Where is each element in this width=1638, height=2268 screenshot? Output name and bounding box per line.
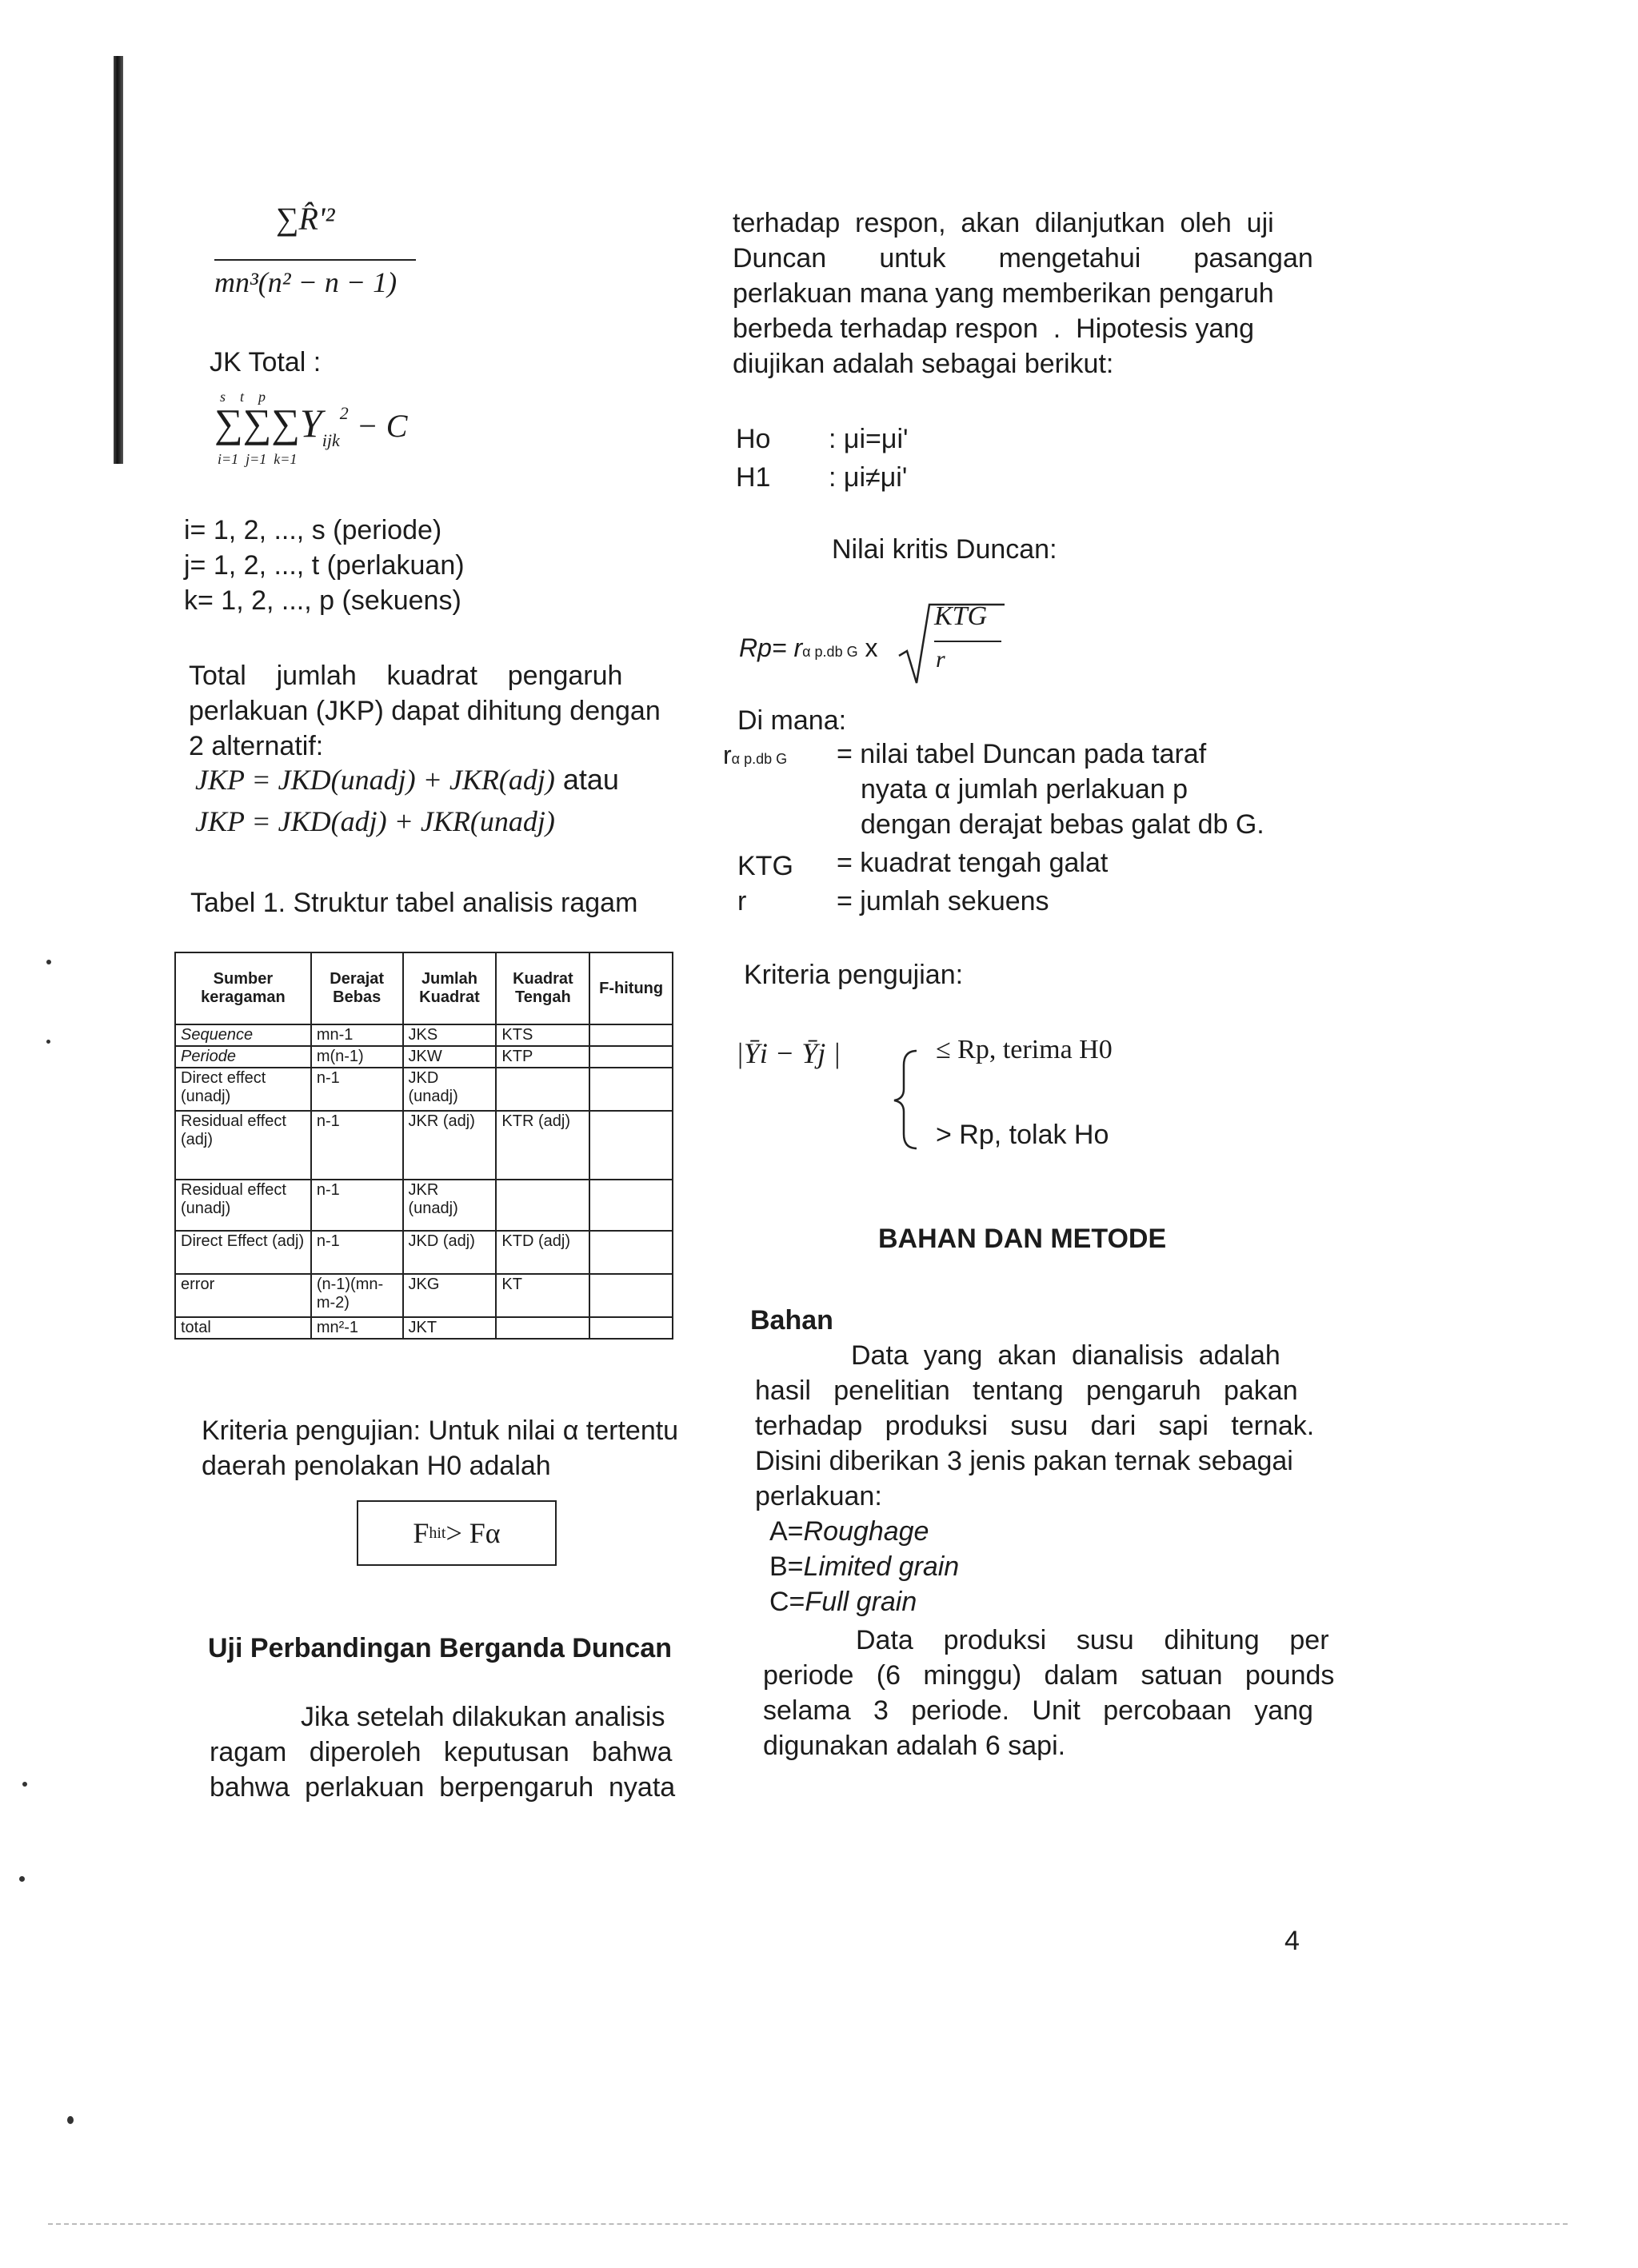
table-cell [589, 1317, 673, 1339]
criteria-accept: ≤ Rp, terima H0 [936, 1035, 1113, 1064]
bahan-line: hasil penelitian tentang pengaruh pakan [755, 1376, 1298, 1406]
table-cell: mn-1 [311, 1024, 403, 1046]
table-row [175, 1274, 673, 1317]
treatment-item [769, 1583, 917, 1620]
duncan-paragraph-line: bahwa perlakuan berpengaruh nyata [210, 1772, 676, 1803]
def-term-r-alpha [723, 741, 787, 770]
scan-speck [22, 1782, 27, 1787]
table-cell [589, 1274, 673, 1317]
treatment-code: B= [769, 1551, 804, 1582]
rp-sub: α p.db G [802, 644, 858, 660]
sum-tail: − C [348, 408, 408, 444]
def-term-sub: α p.db G [731, 751, 788, 767]
treatment-name: Roughage [803, 1516, 929, 1547]
table-cell [589, 1024, 673, 1046]
table-row [175, 1180, 673, 1231]
def-term: r [723, 741, 732, 769]
curly-brace [891, 1048, 923, 1152]
table-cell [589, 1046, 673, 1068]
treatment-name: Full grain [805, 1587, 917, 1617]
table-cell [589, 1068, 673, 1111]
rp-lhs: Rp= r [739, 633, 803, 662]
triple-sum: ∑∑∑Y [214, 401, 322, 445]
def-desc: = kuadrat tengah galat [837, 848, 1109, 878]
table-cell: Periode [175, 1046, 311, 1068]
table-header-row [175, 952, 673, 1024]
table-cell: JKT [403, 1317, 497, 1339]
def-desc: dengan derajat bebas galat db G. [861, 809, 1264, 840]
table-cell: JKR (adj) [403, 1111, 497, 1180]
sum-superscript: 2 [339, 403, 349, 423]
bahan-line: perlakuan: [755, 1481, 882, 1511]
intro-line: perlakuan mana yang memberikan pengaruh [733, 278, 1274, 309]
table-cell: Residual effect (unadj) [175, 1180, 311, 1231]
dimana-label: Di mana: [737, 705, 847, 736]
table-cell: mn²-1 [311, 1317, 403, 1339]
intro-line: diujikan adalah sebagai berikut: [733, 349, 1114, 379]
jkp-eq1-expr: JKP = JKD(unadj) + JKR(adj) [195, 764, 555, 796]
scan-speck [19, 1876, 25, 1882]
ho-value: : μi=μi' [829, 424, 909, 454]
data-line: digunakan adalah 6 sapi. [763, 1731, 1066, 1761]
table-cell: KT [496, 1274, 589, 1317]
index-j: j= 1, 2, ..., t (perlakuan) [184, 550, 465, 581]
table-cell: JKS [403, 1024, 497, 1046]
table-row [175, 1046, 673, 1068]
table-row [175, 1111, 673, 1180]
treatment-code: A= [769, 1516, 804, 1547]
sum-lower-limits: i=1 j=1 k=1 [218, 451, 298, 467]
jk-total-label: JK Total : [210, 347, 322, 377]
table-cell: JKR (unadj) [403, 1180, 497, 1231]
table-cell: m(n-1) [311, 1046, 403, 1068]
criteria-reject: > Rp, tolak Ho [936, 1120, 1109, 1150]
table-header-cell: Derajat Bebas [311, 952, 403, 1024]
duncan-paragraph-line: Jika setelah dilakukan analisis [301, 1702, 665, 1732]
def-term-r: r [737, 886, 747, 916]
abs-difference: |Ȳi − Ȳj | [736, 1037, 841, 1069]
h1-label: H1 [736, 462, 771, 493]
table-cell: error [175, 1274, 311, 1317]
formula1-numerator: ∑R̂'² [276, 201, 335, 237]
table-row [175, 1317, 673, 1339]
criteria-op: > F [445, 1517, 485, 1549]
sum-upper-limits: s t p [220, 389, 266, 405]
kriteria-label-right: Kriteria pengujian: [744, 960, 964, 990]
data-line: Data produksi susu dihitung per [856, 1625, 1329, 1655]
scan-speck [46, 960, 51, 964]
page-number: 4 [1284, 1926, 1300, 1956]
intro-line: terhadap respon, akan dilanjutkan oleh uji [733, 208, 1274, 238]
index-k: k= 1, 2, ..., p (sekuens) [184, 585, 461, 616]
table-cell: KTP [496, 1046, 589, 1068]
table-cell: JKG [403, 1274, 497, 1317]
table-cell: n-1 [311, 1068, 403, 1111]
anova-structure-table [174, 952, 673, 1340]
jkp-paragraph-line: Total jumlah kuadrat pengaruh [189, 661, 623, 691]
criteria-lhs: F [413, 1517, 429, 1549]
nilai-kritis-label: Nilai kritis Duncan: [832, 534, 1057, 565]
table-row [175, 1068, 673, 1111]
treatment-name: Limited grain [803, 1551, 960, 1582]
table-cell: KTS [496, 1024, 589, 1046]
jkp-paragraph-line: 2 alternatif: [189, 731, 324, 761]
table-cell: KTD (adj) [496, 1231, 589, 1274]
jkp-eq1-tail: atau [554, 763, 619, 796]
table-cell: total [175, 1317, 311, 1339]
table-header-cell: Jumlah Kuadrat [403, 952, 497, 1024]
table-cell [496, 1180, 589, 1231]
table-cell [589, 1180, 673, 1231]
index-i: i= 1, 2, ..., s (periode) [184, 515, 442, 545]
table-caption: Tabel 1. Struktur tabel analisis ragam [190, 888, 638, 918]
duncan-paragraph-line: ragam diperoleh keputusan bahwa [210, 1737, 673, 1767]
jkp-equation-2: JKP = JKD(adj) + JKR(unadj) [195, 805, 555, 837]
subheading-bahan: Bahan [750, 1305, 833, 1336]
table-cell: Sequence [175, 1024, 311, 1046]
intro-line: Duncan untuk mengetahui pasangan [733, 243, 1313, 274]
table-row [175, 1024, 673, 1046]
formula2 [214, 400, 407, 451]
table-cell: Direct effect (unadj) [175, 1068, 311, 1111]
treatment-item [769, 1548, 959, 1585]
table-cell: Residual effect (adj) [175, 1111, 311, 1180]
scan-edge-line [48, 2223, 1568, 2225]
table-row [175, 1231, 673, 1274]
rp-formula [739, 633, 877, 663]
table-cell: KTR (adj) [496, 1111, 589, 1180]
scan-speck [67, 2116, 74, 2124]
table-cell [589, 1231, 673, 1274]
rp-numerator: KTG [934, 601, 988, 631]
bahan-line: Disini diberikan 3 jenis pakan ternak sebagai [755, 1446, 1293, 1476]
table-header-cell: Kuadrat Tengah [496, 952, 589, 1024]
rp-denominator: r [936, 646, 945, 673]
def-desc: = nilai tabel Duncan pada taraf [837, 739, 1207, 769]
table-cell: JKD (adj) [403, 1231, 497, 1274]
table-cell: JKW [403, 1046, 497, 1068]
data-line: periode (6 minggu) dalam satuan pounds [763, 1660, 1335, 1691]
scan-speck [46, 1040, 50, 1044]
table-cell: n-1 [311, 1111, 403, 1180]
fraction-bar [214, 259, 416, 261]
bahan-line: terhadap produksi susu dari sapi ternak. [755, 1411, 1315, 1441]
kriteria-line: Kriteria pengujian: Untuk nilai α tertentu [202, 1416, 679, 1446]
rp-x: x [857, 633, 878, 662]
jkp-equation-1 [195, 761, 619, 798]
def-desc: = jumlah sekuens [837, 886, 1049, 916]
criteria-rhs: α [485, 1517, 501, 1549]
criteria-lhs-sub: hit [429, 1523, 446, 1542]
table-cell [496, 1317, 589, 1339]
jkp-paragraph-line: perlakuan (JKP) dapat dihitung dengan [189, 696, 661, 726]
table-cell: n-1 [311, 1180, 403, 1231]
intro-line: berbeda terhadap respon . Hipotesis yang [733, 313, 1255, 344]
formula1-denominator: mn³(n² − n − 1) [214, 266, 398, 298]
def-term-ktg: KTG [737, 851, 793, 881]
table-header-cell: Sumber keragaman [175, 952, 311, 1024]
section-heading-duncan: Uji Perbandingan Berganda Duncan [208, 1633, 672, 1663]
table-cell: Direct Effect (adj) [175, 1231, 311, 1274]
section-heading-bahan-metode: BAHAN DAN METODE [878, 1224, 1167, 1254]
treatment-code: C= [769, 1587, 805, 1617]
kriteria-line: daerah penolakan H0 adalah [202, 1451, 551, 1481]
bahan-line: Data yang akan dianalisis adalah [851, 1340, 1280, 1371]
table-cell: (n-1)(mn-m-2) [311, 1274, 403, 1317]
h1-value: : μi≠μi' [829, 462, 908, 493]
def-desc: nyata α jumlah perlakuan p [861, 774, 1189, 805]
sum-subscript: ijk [322, 430, 340, 450]
table-cell: JKD (unadj) [403, 1068, 497, 1111]
table-cell [589, 1111, 673, 1180]
binder-mark [114, 56, 123, 464]
table-header-cell: F-hitung [589, 952, 673, 1024]
treatment-item [769, 1513, 929, 1550]
table-cell [496, 1068, 589, 1111]
table-cell: n-1 [311, 1231, 403, 1274]
criteria-box [357, 1500, 557, 1566]
ho-label: Ho [736, 424, 771, 454]
data-line: selama 3 periode. Unit percobaan yang [763, 1695, 1313, 1726]
